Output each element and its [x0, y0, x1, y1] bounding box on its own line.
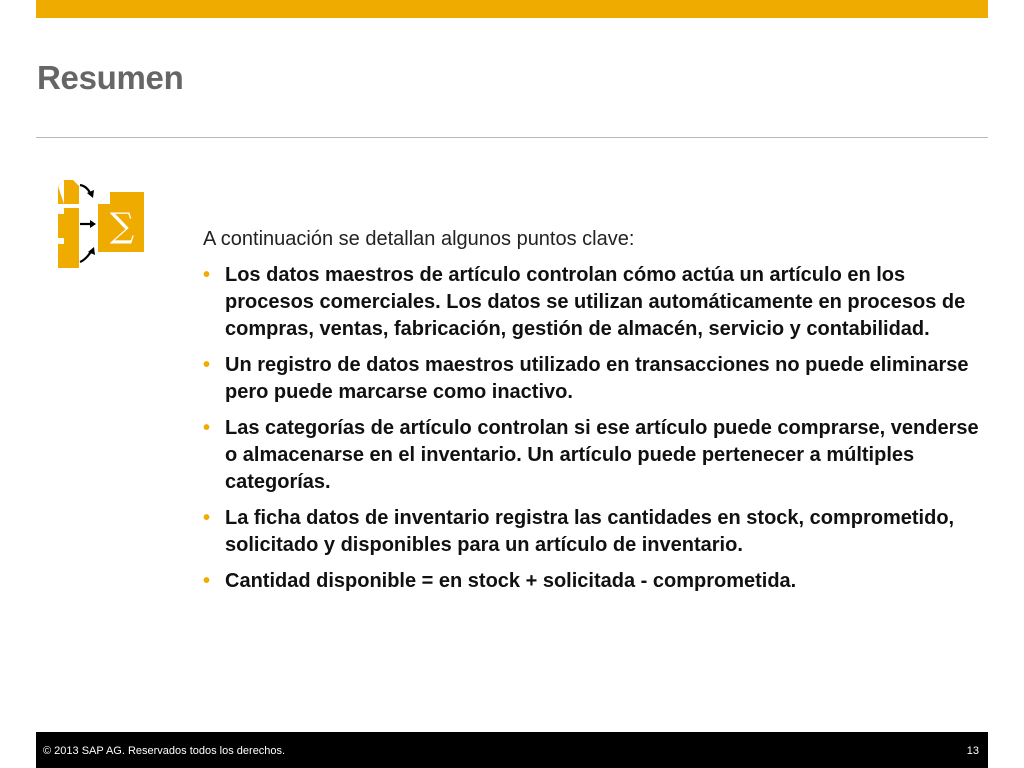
- list-item-text: Las categorías de artículo controlan si ese artículo puede comprarse, venderse o almacenarse en el inventario. Un artículo puede pertenecer a múltiples categorías.: [225, 417, 979, 493]
- bullet-icon: •: [203, 570, 211, 592]
- top-accent-bar: [36, 0, 988, 18]
- bullet-icon: •: [203, 417, 211, 439]
- list-item: [203, 505, 993, 559]
- list-item-text: Un registro de datos maestros utilizado en transacciones no puede eliminarse pero puede marcarse como inactivo.: [225, 354, 969, 403]
- footer-bar: [36, 732, 988, 768]
- list-item: [203, 352, 993, 406]
- intro-text: A continuación se detallan algunos puntos clave:: [203, 228, 635, 250]
- bullet-icon: •: [203, 507, 211, 529]
- page-title: Resumen: [37, 59, 184, 96]
- list-item-text: La ficha datos de inventario registra las cantidades en stock, comprometido, solicitado y disponibles para un artículo de inventario.: [225, 507, 955, 556]
- key-points-list: [203, 262, 993, 595]
- list-item-text: Cantidad disponible = en stock + solicitada - comprometida.: [225, 570, 797, 592]
- page-number: 13: [966, 745, 979, 757]
- list-item: [203, 415, 993, 496]
- bullet-icon: •: [203, 264, 211, 286]
- copyright-text: © 2013 SAP AG. Reservados todos los derechos.: [43, 745, 286, 757]
- list-item-text: Los datos maestros de artículo controlan cómo actúa un artículo en los procesos comerciales. Los datos se utilizan automáticamente en procesos de compras, ventas, fabricación, gestión de almacén, servicio y contabilidad.: [225, 264, 966, 340]
- title-divider: [36, 137, 988, 138]
- summary-documents-icon: [52, 176, 148, 272]
- list-item: [203, 262, 993, 343]
- list-item: [203, 568, 993, 595]
- summary-content: [203, 226, 993, 604]
- bullet-icon: •: [203, 354, 211, 376]
- svg-text:∑: ∑: [109, 206, 135, 246]
